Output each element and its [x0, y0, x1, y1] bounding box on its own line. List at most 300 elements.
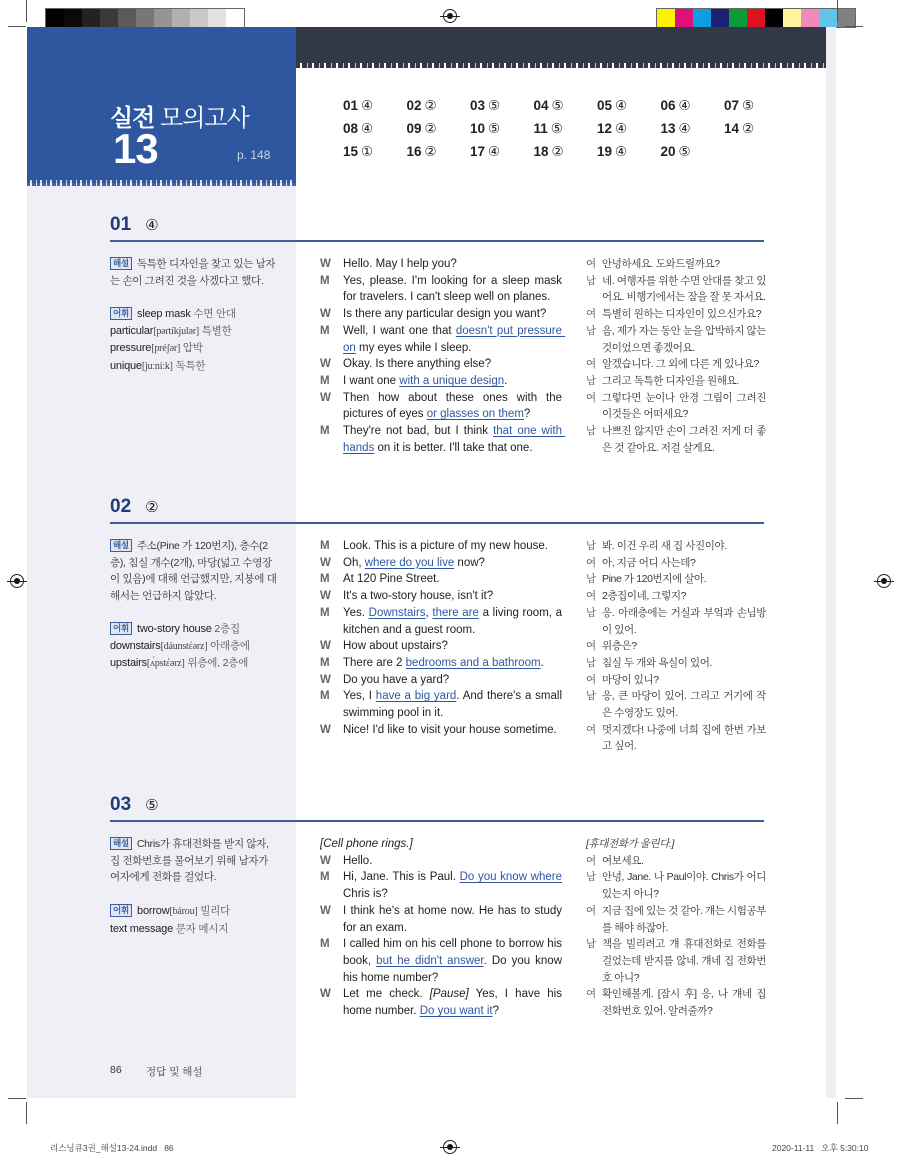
speaker-label: W	[320, 904, 331, 917]
key-phrase: with a unique design	[399, 374, 505, 387]
answer-choice: ②	[551, 144, 564, 159]
translation-line	[586, 638, 766, 655]
color-swatch	[837, 9, 855, 27]
text-fragment: Hello. May I help you?	[343, 258, 457, 270]
vocab-phonetic: [ʌ́pstέərz]	[146, 658, 185, 670]
question-number: 17	[470, 144, 486, 159]
vocab-meaning: 수면 안대	[193, 308, 236, 320]
dialogue-text	[343, 638, 562, 655]
color-swatch	[711, 9, 729, 27]
text-fragment: It's a two-story house, isn't it?	[343, 590, 494, 603]
text-fragment: I want one	[343, 374, 400, 387]
question-number: 18	[533, 144, 549, 159]
dialogue-script	[320, 256, 566, 456]
key-phrase: but he didn't answer	[376, 954, 484, 967]
vocabulary-item	[110, 358, 290, 376]
text-fragment: Hello.	[343, 854, 373, 867]
answer-choice: ②	[424, 121, 437, 136]
translation-text: 여보세요.	[602, 854, 644, 867]
crop-mark	[837, 1102, 838, 1124]
correct-answer: ④	[145, 217, 159, 234]
speaker-label: W	[320, 308, 331, 321]
stage-direction: [Pause]	[429, 988, 469, 1001]
color-swatch	[64, 9, 82, 27]
vocab-meaning: 위층에, 2층에	[187, 657, 249, 670]
speaker-label: 여	[586, 723, 596, 736]
answer-choice: ⑤	[488, 98, 501, 113]
question-number: 13	[660, 121, 676, 136]
question-number: 02	[406, 98, 422, 113]
text-fragment: Oh,	[343, 556, 365, 569]
vocabulary-item	[110, 621, 290, 638]
translation-line	[586, 605, 766, 638]
translation-line	[586, 373, 766, 390]
dialogue-line	[320, 936, 566, 986]
vocabulary-badge: 어휘	[110, 307, 132, 320]
speaker-label: 여	[586, 258, 596, 270]
answer-choice: ④	[678, 98, 691, 113]
color-swatch	[190, 9, 208, 27]
explanation-text: 주소(Pine 가 120번지), 층수(2층), 침실 개수(2개), 마당(넓고 수영장이 있음)에 대해 언급했지만, 지붕에 대해서는 언급하지 않았다.	[110, 540, 277, 603]
vocab-meaning: 아래층에	[210, 639, 250, 652]
color-swatch	[226, 9, 244, 27]
answer-key-item	[534, 144, 598, 161]
answer-key-item	[470, 144, 534, 161]
text-fragment: .	[504, 374, 508, 387]
translation-text: 나쁘진 않지만 손이 그려진 저게 더 좋은 것 같아요. 저걸 살게요.	[602, 425, 766, 454]
crop-mark	[8, 26, 26, 27]
answer-key-item	[534, 121, 598, 138]
text-fragment: I think he's at home now. He has to study for an exam.	[343, 904, 566, 934]
color-swatch	[118, 9, 136, 27]
explanation-badge: 해설	[110, 257, 132, 270]
question-number: 12	[597, 121, 613, 136]
translation-line	[586, 306, 766, 323]
vocab-word: borrow	[137, 905, 170, 917]
dialogue-line	[320, 588, 562, 605]
dialogue-text	[343, 538, 562, 555]
answer-key-item	[724, 121, 788, 138]
answer-key-item	[597, 121, 661, 138]
speaker-label: M	[320, 425, 330, 438]
text-fragment: Look. This is a picture of my new house.	[343, 540, 548, 552]
color-swatch	[675, 9, 693, 27]
answer-key-item	[661, 144, 725, 161]
translation-line	[586, 555, 766, 572]
dialogue-text	[343, 555, 562, 572]
registration-mark-icon	[443, 1140, 457, 1154]
dialogue-line	[320, 538, 562, 555]
dialogue-script	[320, 836, 566, 1020]
section-divider	[110, 240, 764, 242]
vocab-meaning: 2층집	[214, 623, 240, 635]
translation-line	[586, 986, 766, 1019]
text-fragment: Yes, I have his home number.	[343, 988, 566, 1018]
speaker-label: 남	[586, 871, 596, 884]
speaker-label: M	[320, 540, 330, 552]
vocabulary-item	[110, 323, 290, 341]
translation-text: 음, 제가 자는 동안 눈을 압박하지 않는 것이었으면 좋겠어요.	[602, 324, 766, 354]
dialogue-text	[343, 423, 566, 456]
dialogue-line	[320, 356, 562, 373]
dialogue-line	[320, 390, 566, 423]
vocabulary-list	[110, 903, 290, 937]
dialogue-text	[343, 986, 566, 1019]
translation-text: 그리고 독특한 디자인을 원해요.	[602, 374, 739, 387]
page-edge-strip	[826, 27, 836, 1098]
text-fragment: They're not bad, but I think	[343, 425, 494, 438]
speaker-label: M	[320, 274, 330, 287]
korean-translation	[586, 538, 766, 755]
text-fragment: Yes.	[343, 606, 369, 619]
text-fragment: Yes, I	[343, 690, 376, 703]
text-fragment: ?	[523, 408, 531, 421]
speaker-label: M	[320, 690, 330, 703]
color-swatch	[693, 9, 711, 27]
speaker-label: 여	[586, 854, 596, 867]
explanation-text: Chris가 휴대전화를 받지 않자, 집 전화번호를 물어보기 위해 남자가 여자에게 전화를 걸었다.	[110, 838, 269, 884]
dialogue-text	[343, 605, 566, 638]
speaker-label: M	[320, 573, 330, 586]
answer-key-item	[407, 98, 471, 115]
dialogue-line	[320, 323, 566, 356]
speaker-label: W	[320, 640, 331, 653]
translation-text: 2층집이네, 그렇지?	[602, 590, 687, 603]
vocab-phonetic: [pərtíkjulər]	[153, 325, 199, 337]
test-number: 13	[113, 125, 158, 172]
vocab-meaning: 문자 메시지	[175, 922, 229, 935]
speaker-label: W	[320, 391, 331, 404]
question-number: 14	[724, 121, 740, 136]
answer-choice: ④	[615, 121, 628, 136]
vocab-phonetic: [juːníːk]	[141, 361, 173, 373]
vocab-word: text message	[110, 922, 174, 935]
vocab-word: upstairs	[110, 657, 147, 670]
vocabulary-item	[110, 903, 290, 921]
question-number: 05	[597, 98, 613, 113]
translation-line	[586, 722, 766, 755]
text-fragment: Yes, please. I'm looking for a sleep mask for travelers. I can't sleep well on planes.	[343, 274, 566, 304]
translation-text: 네. 여행자를 위한 수면 안대를 찾고 있어요. 비행기에서는 잠을 잘 못 자서요.	[602, 274, 766, 304]
vocabulary-item	[110, 921, 290, 938]
text-fragment: on it is better. I'll take that one.	[374, 441, 533, 454]
translation-text: 안녕하세요. 도와드릴까요?	[602, 258, 720, 270]
key-phrase: where do you live	[364, 556, 455, 569]
answer-choice: ⑤	[550, 121, 563, 136]
speaker-label: 여	[586, 391, 596, 404]
vocabulary-badge: 어휘	[110, 904, 132, 917]
vocabulary-item	[110, 638, 290, 656]
answer-key-item	[724, 98, 788, 115]
dialogue-text	[343, 256, 562, 273]
translation-text: 응, 큰 마당이 있어. 그리고 거기에 작은 수영장도 있어.	[602, 690, 766, 720]
color-swatch	[46, 9, 64, 27]
dialogue-text	[343, 356, 562, 373]
translation-text: 멋지겠다! 나중에 너희 집에 한번 가보고 싶어.	[602, 723, 766, 753]
question-number: 11	[533, 121, 548, 136]
speaker-label: W	[320, 590, 331, 603]
answer-key-item	[470, 121, 534, 138]
translation-line	[586, 936, 766, 986]
text-fragment: Nice! I'd like to visit your house sometime.	[343, 723, 557, 736]
speaker-label: W	[320, 258, 331, 270]
question-number: 04	[533, 98, 549, 113]
vocabulary-item	[110, 306, 290, 323]
dialogue-line	[320, 555, 562, 572]
text-fragment: now?	[454, 556, 485, 569]
answer-choice: ④	[361, 98, 374, 113]
text-fragment: Is there any particular design you want?	[343, 308, 547, 321]
dialogue-text	[343, 571, 562, 588]
crop-mark	[845, 1098, 863, 1099]
dialogue-line	[320, 256, 562, 273]
dialogue-line	[320, 903, 566, 936]
vocab-word: two-story house	[137, 623, 212, 635]
vocab-phonetic: [préʃər]	[151, 343, 181, 355]
translation-text: 그렇다면 눈이나 안경 그림이 그려진 이것들은 어떠세요?	[602, 391, 766, 421]
text-fragment: There are 2	[343, 656, 406, 669]
print-slug-file: 리스닝큐3권_해설13-24.indd 86	[50, 1143, 174, 1153]
question-number: 06	[660, 98, 676, 113]
translation-text: 알겠습니다. 그 외에 다른 게 있나요?	[602, 358, 759, 371]
vocab-phonetic: [bárou]	[169, 906, 198, 917]
translation-line	[586, 588, 766, 605]
translation-text: 특별히 원하는 디자인이 있으신가요?	[602, 308, 762, 321]
dialogue-text	[343, 373, 562, 390]
answer-choice: ⑤	[488, 121, 501, 136]
translation-line	[586, 853, 766, 870]
vocab-phonetic: [dáunstέərz]	[160, 640, 208, 652]
text-fragment: At 120 Pine Street.	[343, 573, 440, 586]
header-band	[296, 27, 826, 65]
answer-choice: ②	[424, 144, 437, 159]
vocab-word: unique	[110, 360, 142, 373]
speaker-label: M	[320, 374, 330, 387]
dialogue-line	[320, 273, 566, 306]
text-fragment: a living room, a kitchen and a guest room.	[343, 606, 566, 636]
speaker-label: M	[320, 656, 330, 669]
answer-choice: ⑤	[742, 98, 755, 113]
answer-key-grid	[343, 98, 788, 161]
dialogue-text	[343, 273, 566, 306]
registration-mark-icon	[443, 9, 457, 23]
vocab-word: sleep mask	[137, 308, 191, 320]
correct-answer: ②	[145, 499, 159, 516]
answer-key-item	[407, 121, 471, 138]
speaker-label: 남	[586, 656, 596, 669]
key-phrase: there are	[432, 606, 479, 619]
dialogue-text	[343, 588, 562, 605]
dialogue-text	[343, 936, 566, 986]
translation-line	[586, 903, 766, 936]
speaker-label: 남	[586, 606, 596, 619]
vocab-meaning: 독특한	[175, 360, 206, 373]
speaker-label: 남	[586, 374, 596, 387]
question-number: 15	[343, 144, 359, 159]
dialogue-text	[343, 655, 562, 672]
speaker-label: 여	[586, 988, 596, 1001]
question-number: 03	[110, 794, 132, 815]
translation-line	[586, 273, 766, 306]
answer-key-item	[597, 144, 661, 161]
dialogue-line	[320, 672, 562, 689]
vocabulary-list	[110, 621, 290, 673]
explanation	[110, 538, 280, 605]
print-slug-date: 2020-11-11 오후 5:30:10	[772, 1143, 869, 1153]
speaker-label: 여	[586, 904, 596, 917]
page-reference: p. 148	[237, 148, 271, 162]
key-phrase: Do you want it	[419, 1005, 493, 1018]
question-number: 20	[660, 144, 676, 159]
text-fragment: I called him on his cell phone to borrow his book,	[343, 938, 566, 967]
answer-choice: ④	[361, 121, 374, 136]
answer-key-item	[661, 98, 725, 115]
dialogue-text	[343, 323, 566, 356]
speaker-label: W	[320, 673, 331, 686]
translation-line	[586, 688, 766, 721]
text-fragment: ?	[492, 1005, 499, 1018]
text-fragment: Let me check.	[343, 988, 430, 1001]
answer-key-item	[343, 98, 407, 115]
color-swatch	[783, 9, 801, 27]
answer-key-item	[661, 121, 725, 138]
key-phrase: Do you know where	[459, 871, 562, 884]
vocabulary-item	[110, 655, 290, 673]
answer-choice: ①	[361, 144, 374, 159]
dialogue-line	[320, 869, 566, 902]
dialogue-line	[320, 688, 566, 721]
title-light: 모의고사	[160, 105, 249, 132]
text-fragment: Do you have a yard?	[343, 673, 450, 686]
dialogue-line	[320, 986, 566, 1019]
explanation	[110, 256, 280, 289]
text-fragment: How about upstairs?	[343, 640, 448, 653]
speaker-label: 남	[586, 938, 596, 951]
explanation-badge: 해설	[110, 837, 132, 850]
stage-direction: [Cell phone rings.]	[320, 838, 413, 850]
text-fragment: my eyes while I sleep.	[355, 341, 472, 354]
color-swatch	[100, 9, 118, 27]
answer-choice: ④	[615, 98, 628, 113]
crop-mark	[26, 0, 27, 22]
translation-line	[586, 256, 766, 273]
question-number: 07	[724, 98, 740, 113]
translation-text: 책을 빌리려고 걔 휴대전화로 전화를 걸었는데 받지를 않네. 걔네 집 전화번호 아니?	[602, 938, 766, 984]
translation-line	[586, 571, 766, 588]
dialogue-line	[320, 853, 562, 870]
answer-key-item	[407, 144, 471, 161]
color-swatch	[172, 9, 190, 27]
explanation-badge: 해설	[110, 539, 132, 552]
speaker-label: 여	[586, 640, 596, 653]
dialogue-text	[343, 672, 562, 689]
answer-key-item	[343, 144, 407, 161]
registration-mark-icon	[877, 574, 891, 588]
translation-text: 확인해볼게. [잠시 후] 응, 나 걔네 집 전화번호 있어. 알려줄까?	[602, 988, 766, 1018]
text-fragment: Then how about these ones with the pictures of eyes	[343, 391, 566, 421]
key-phrase: that one with hands	[343, 425, 566, 454]
translation-line	[586, 323, 766, 356]
text-fragment: Hi, Jane. This is Paul.	[343, 871, 460, 884]
translation-line	[586, 655, 766, 672]
answer-key-item	[534, 98, 598, 115]
speaker-label: M	[320, 606, 330, 619]
grayscale-color-bar	[45, 8, 245, 28]
color-swatch	[657, 9, 675, 27]
text-fragment: . Do you know his home number?	[343, 954, 566, 984]
translation-text: Pine 가 120번지에 살아.	[602, 573, 707, 586]
answer-key-item	[470, 98, 534, 115]
translation-text: 침실 두 개와 욕실이 있어.	[602, 656, 713, 669]
key-phrase: doesn't put pressure on	[343, 324, 566, 354]
translation-line	[586, 423, 766, 456]
dialogue-text	[343, 390, 566, 423]
key-phrase: bedrooms and a bathroom	[405, 656, 541, 669]
section-divider	[110, 820, 764, 822]
explanation-text: 독특한 디자인을 찾고 있는 남자는 손이 그려진 것을 사겠다고 했다.	[110, 258, 276, 287]
speaker-label: 여	[586, 673, 596, 686]
dialogue-text	[343, 722, 562, 739]
registration-mark-icon	[10, 574, 24, 588]
dialogue-script	[320, 538, 566, 738]
title-bold: 실전	[110, 105, 155, 132]
text-fragment: .	[540, 656, 544, 669]
dialogue-line	[320, 722, 562, 739]
translation-text: 응. 아래층에는 거실과 부엌과 손님방이 있어.	[602, 606, 766, 636]
translation-line	[586, 538, 766, 555]
crop-mark	[845, 26, 863, 27]
speaker-label: 남	[586, 425, 596, 438]
question-number: 03	[470, 98, 486, 113]
speaker-label: W	[320, 988, 331, 1001]
dialogue-text	[343, 869, 566, 902]
text-fragment: Okay. Is there anything else?	[343, 358, 492, 371]
translation-text: 안녕, Jane. 나 Paul이야. Chris가 어디 있는지 아니?	[602, 871, 766, 901]
korean-translation	[586, 256, 766, 456]
color-swatch	[747, 9, 765, 27]
translation-line	[586, 869, 766, 902]
speaker-label: W	[320, 723, 331, 736]
vocab-meaning: 특별한	[201, 324, 232, 337]
answer-key-item	[343, 121, 407, 138]
stage-direction: [휴대전화가 울린다.]	[586, 838, 675, 850]
text-fragment: Well, I want one that	[343, 324, 456, 337]
question-heading	[110, 214, 159, 236]
translation-line	[586, 390, 766, 423]
text-fragment: ,	[425, 606, 433, 619]
text-fragment: . And there's a small swimming pool in it.	[343, 690, 566, 720]
color-swatch	[819, 9, 837, 27]
dialogue-text	[343, 853, 562, 870]
color-swatch	[765, 9, 783, 27]
answer-choice: ④	[678, 121, 691, 136]
dialogue-line	[320, 373, 562, 390]
speaker-label: 남	[586, 274, 596, 287]
crop-mark	[8, 1098, 26, 1099]
question-heading	[110, 496, 159, 518]
speaker-label: 여	[586, 358, 596, 371]
text-fragment: Chris is?	[343, 871, 566, 901]
color-swatch	[801, 9, 819, 27]
color-swatch	[136, 9, 154, 27]
answer-choice: ④	[488, 144, 501, 159]
correct-answer: ⑤	[145, 797, 159, 814]
dialogue-line	[320, 571, 562, 588]
speaker-label: M	[320, 871, 330, 884]
speaker-label: M	[320, 938, 330, 951]
translation-text: 위층은?	[602, 640, 637, 653]
key-phrase: Downstairs	[368, 606, 426, 619]
